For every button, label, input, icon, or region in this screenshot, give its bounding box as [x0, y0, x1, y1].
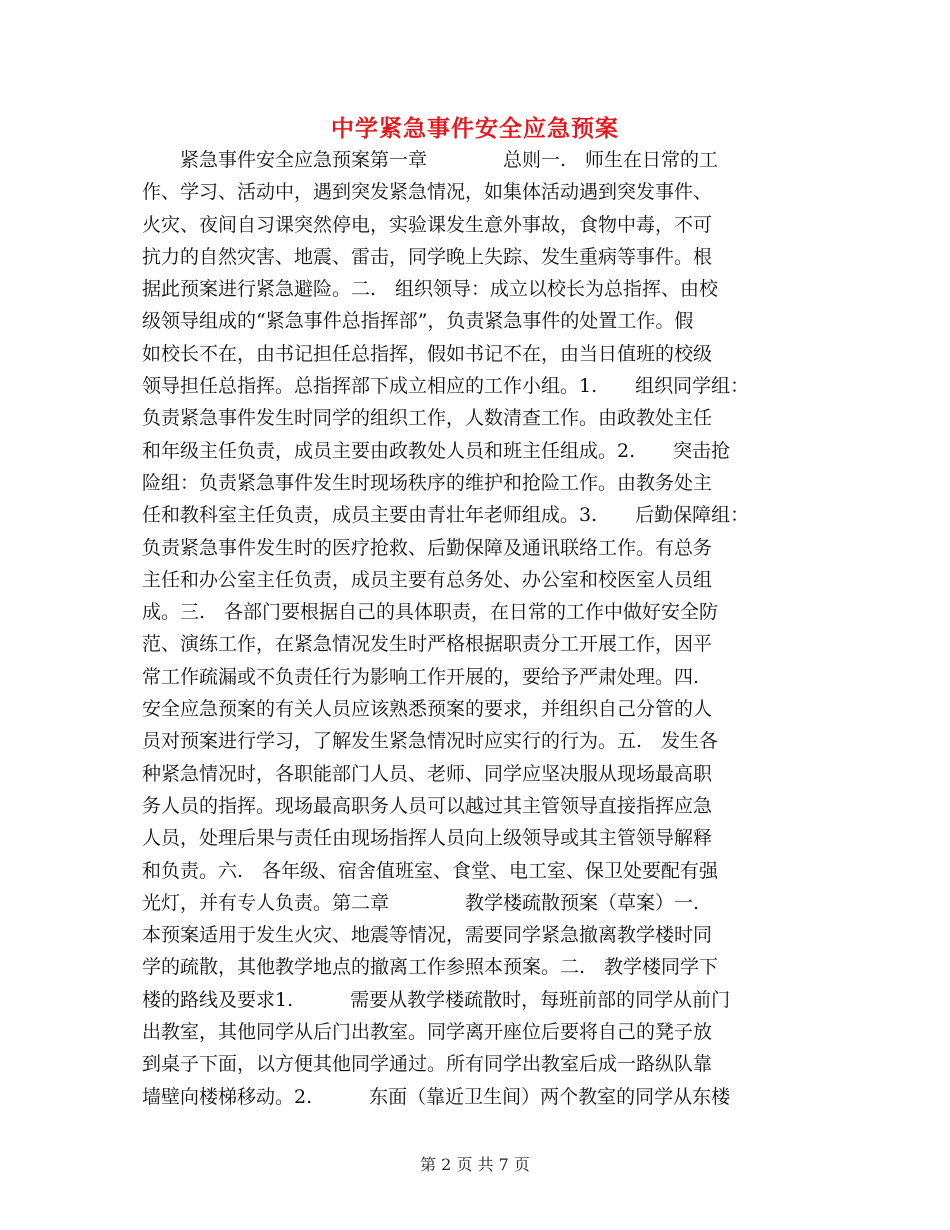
body-line: 紧急事件安全应急预案第一章 总则一. 师生在日常的工 [142, 149, 719, 171]
body-line: 主任和办公室主任负责，成员主要有总务处、办公室和校医室人员组 [142, 568, 713, 591]
document-title: 中学紧急事件安全应急预案 [331, 115, 619, 142]
body-line: 范、演练工作，在紧急情况发生时严格根据职责分工开展工作，因平 [142, 633, 713, 656]
body-line: 领导担任总指挥。总指挥部下成立相应的工作小组。1. 组织同学组： [142, 375, 750, 398]
body-line: 墙壁向楼梯移动。2. 东面（靠近卫生间）两个教室的同学从东楼 [142, 1085, 731, 1108]
body-line: 负责紧急事件发生时的医疗抢救、后勤保障及通讯联络工作。有总务 [142, 536, 713, 559]
body-line: 学的疏散，其他教学地点的撤离工作参照本预案。二. 教学楼同学下 [142, 956, 719, 979]
body-line: 成。三. 各部门要根据自己的具体职责，在日常的工作中做好安全防 [142, 601, 719, 624]
document-body [142, 144, 810, 1113]
body-line: 本预案适用于发生火灾、地震等情况，需要同学紧急撤离教学楼时同 [142, 924, 713, 947]
body-line: 出教室，其他同学从后门出教室。同学离开座位后要将自己的凳子放 [142, 1021, 713, 1044]
body-line: 火灾、夜间自习课突然停电，实验课发生意外事故，食物中毒，不可 [142, 213, 713, 236]
body-line: 光灯，并有专人负责。第二章 教学楼疏散预案（草案）一. [142, 891, 700, 914]
body-line: 负责紧急事件发生时同学的组织工作，人数清查工作。由政教处主任 [142, 407, 713, 430]
body-line: 据此预案进行紧急避险。二. 组织领导：成立以校长为总指挥、由校 [142, 278, 719, 301]
body-line: 常工作疏漏或不负责任行为影响工作开展的，要给予严肃处理。四. [142, 665, 700, 688]
body-line: 如校长不在，由书记担任总指挥，假如书记不在，由当日值班的校级 [142, 342, 713, 365]
body-line: 楼的路线及要求1. 需要从教学楼疏散时，每班前部的同学从前门 [142, 988, 731, 1011]
body-line: 务人员的指挥。现场最高职务人员可以越过其主管领导直接指挥应急 [142, 794, 713, 817]
body-line: 员对预案进行学习，了解发生紧急情况时应实行的行为。五. 发生各 [142, 730, 719, 753]
body-line: 种紧急情况时，各职能部门人员、老师、同学应坚决服从现场最高职 [142, 762, 713, 785]
page-number: 第 2 页 共 7 页 [420, 1155, 530, 1174]
body-line: 和年级主任负责，成员主要由政教处人员和班主任组成。2. 突击抢 [142, 439, 731, 462]
body-line: 到桌子下面，以方便其他同学通过。所有同学出教室后成一路纵队靠 [142, 1053, 713, 1076]
body-line: 任和教科室主任负责，成员主要由青壮年老师组成。3. 后勤保障组： [142, 504, 750, 527]
body-line: 级领导组成的“紧急事件总指挥部”，负责紧急事件的处置工作。假 [142, 310, 694, 333]
body-line: 安全应急预案的有关人员应该熟悉预案的要求，并组织自己分管的人 [142, 698, 713, 721]
body-line: 和负责。六. 各年级、宿舍值班室、食堂、电工室、保卫处要配有强 [142, 859, 719, 882]
body-line: 抗力的自然灾害、地震、雷击，同学晚上失踪、发生重病等事件。根 [142, 245, 713, 268]
body-line: 人员，处理后果与责任由现场指挥人员向上级领导或其主管领导解释 [142, 827, 713, 850]
body-line: 险组：负责紧急事件发生时现场秩序的维护和抢险工作。由教务处主 [142, 471, 713, 494]
body-line: 作、学习、活动中，遇到突发紧急情况，如集体活动遇到突发事件、 [142, 181, 713, 204]
